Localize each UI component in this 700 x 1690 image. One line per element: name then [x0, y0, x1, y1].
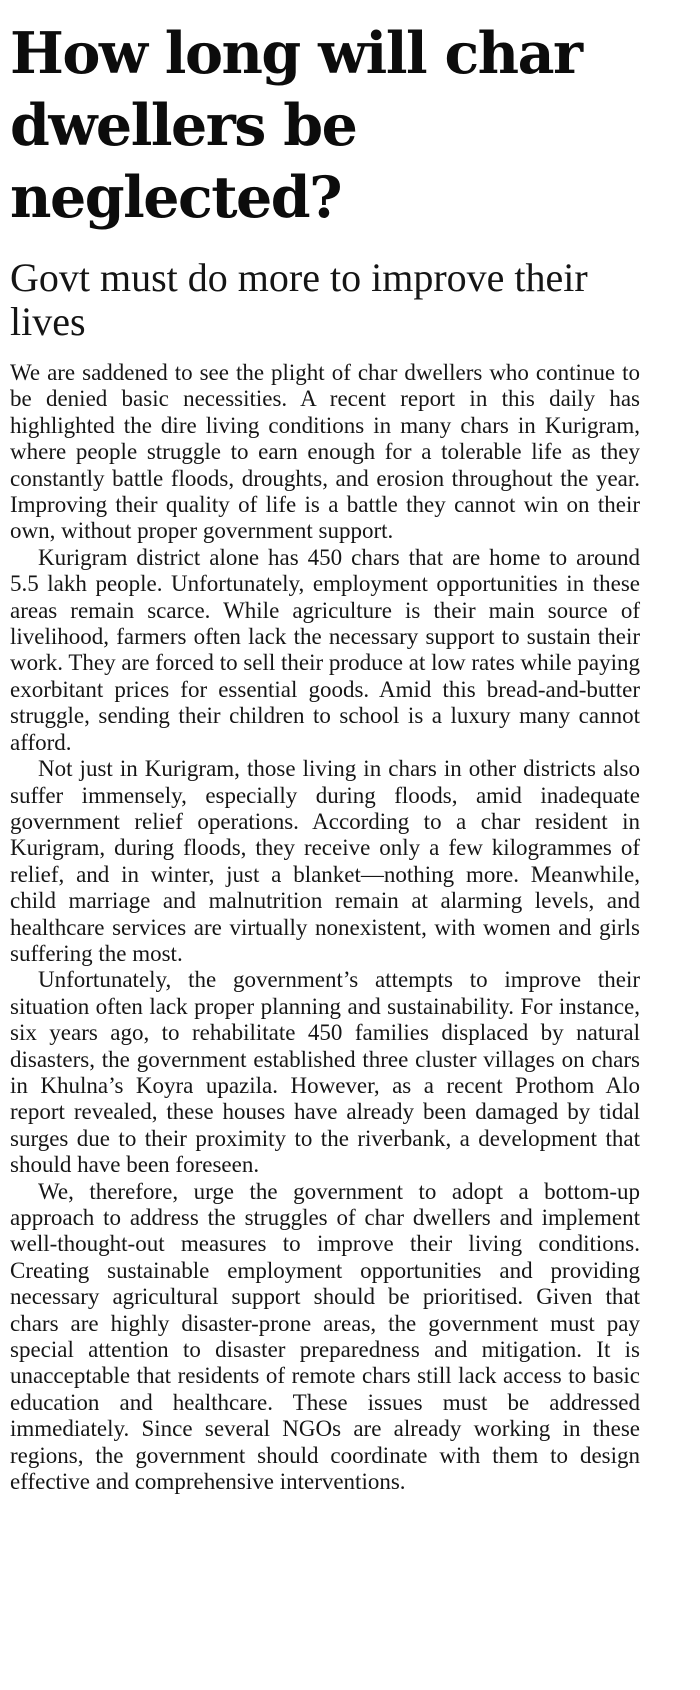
editorial-article: [10, 18, 640, 1495]
subheadline: Govt must do more to improve their lives: [10, 255, 588, 344]
headline: How long will char dwellers be neglected?: [10, 20, 582, 231]
paragraph-4: Unfortunately, the government’s attempts to improve their situation often lack proper planning and sustainability. For instance, six years ago, to rehabilitate 450 families displaced by natural disasters, the government established three cluster villages on chars in Khulna’s Koyra upazila. However, as a recent Prothom Alo report revealed, these houses have already been damaged by tidal surges due to their proximity to the riverbank, a development that should have been foreseen.: [10, 967, 640, 1178]
paragraph-2: Kurigram district alone has 450 chars that are home to around 5.5 lakh people. Unfortunately, employment opportunities in these areas remain scarce. While agriculture is their main source of livelihood, farmers often lack the necessary support to sustain their work. They are forced to sell their produce at low rates while paying exorbitant prices for essential goods. Amid this bread-and-butter struggle, sending their children to school is a luxury many cannot afford.: [10, 544, 640, 755]
paragraph-5: We, therefore, urge the government to adopt a bottom-up approach to address the struggles of char dwellers and implement well-thought-out measures to improve their living conditions. Creating sustainable employment opportunities and providing necessary agricultural support should be prioritised. Given that chars are highly disaster-prone areas, the government must pay special attention to disaster preparedness and mitigation. It is unacceptable that residents of remote chars still lack access to basic education and healthcare. These issues must be addressed immediately. Since several NGOs are already working in these regions, the government should coordinate with them to design effective and comprehensive interventions.: [10, 1178, 640, 1495]
paragraph-3: Not just in Kurigram, those living in chars in other districts also suffer immensely, especially during floods, amid inadequate government relief operations. According to a char resident in Kurigram, during floods, they receive only a few kilogrammes of relief, and in winter, just a blanket—nothing more. Meanwhile, child marriage and malnutrition remain at alarming levels, and healthcare services are virtually nonexistent, with women and girls suffering the most.: [10, 756, 640, 966]
paragraph-1: We are saddened to see the plight of char dwellers who continue to be denied basic necessities. A recent report in this daily has highlighted the dire living conditions in many chars in Kurigram, where people struggle to earn enough for a tolerable life as they constantly battle floods, droughts, and erosion throughout the year. Improving their quality of life is a battle they cannot win on their own, without proper government support.: [10, 360, 640, 544]
article-body: [10, 360, 640, 1495]
